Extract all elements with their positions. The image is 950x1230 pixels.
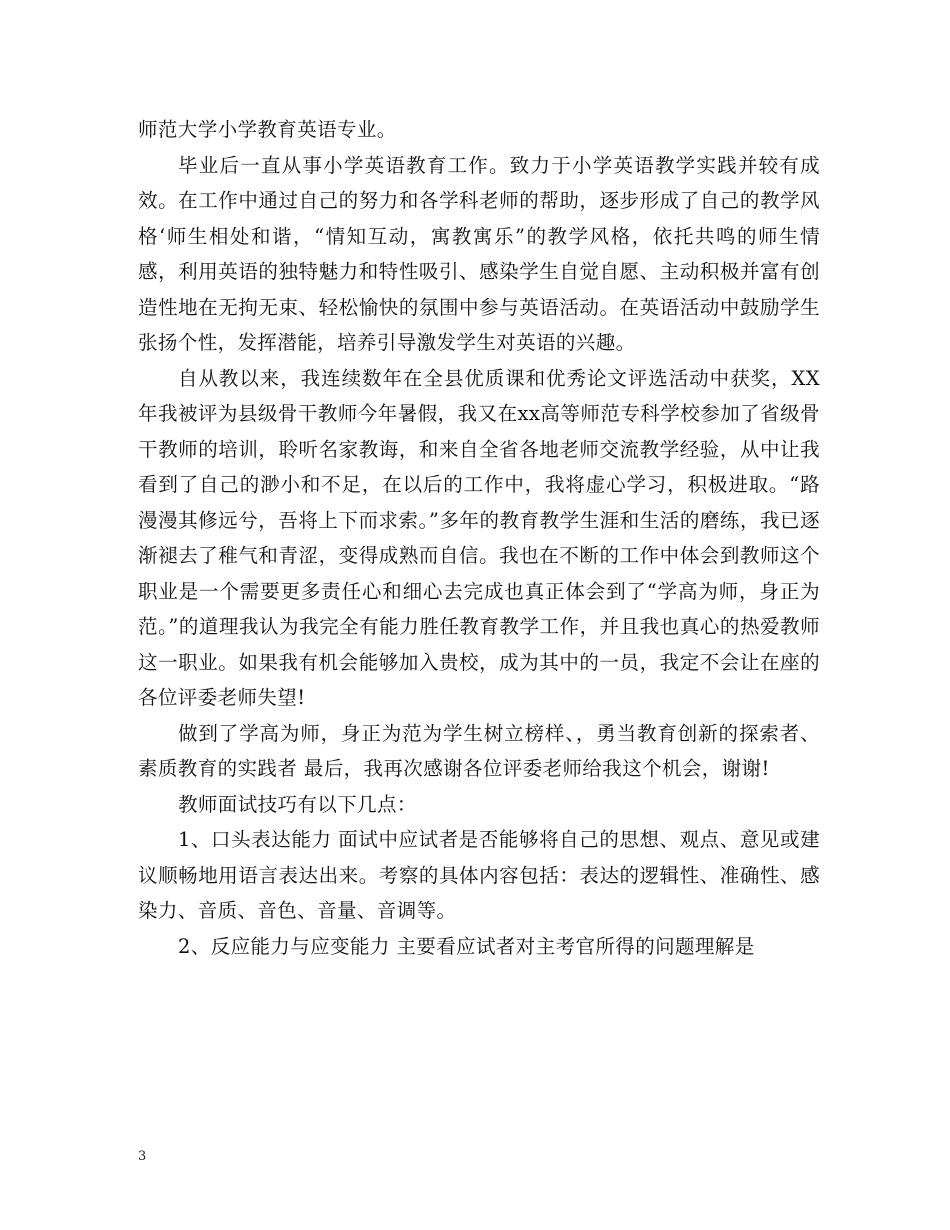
paragraph-tip-1: 1、口头表达能力 面试中应试者是否能够将自己的思想、观点、意见或建议顺畅地用语言表达出来。考察的具体内容包括：表达的逻辑性、准确性、感染力、音质、音色、音量、音调等。 <box>138 828 820 922</box>
paragraph-achievements: 自从教以来，我连续数年在全县优质课和优秀论文评选活动中获奖，XX年我被评为县级骨干教师今年暑假，我又在xx高等师范专科学校参加了省级骨干教师的培训，聆听名家教诲，和来自全省各地老师交流教学经验，从中让我看到了自己的渺小和不足，在以后的工作中，我将虚心学习，积极进取。“路漫漫其修远兮，吾将上下而求索。”多年的教育教学生涯和生活的磨练，我已逐渐褪去了稚气和青涩，变得成熟而自信。我也在不断的工作中体会到教师这个职业是一个需要更多责任心和细心去完成也真正体会到了“学高为师，身正为范。”的道理我认为我完全有能力胜任教育教学工作，并且我也真心的热爱教师这一职业。如果我有机会能够加入贵校，成为其中的一员，我定不会让在座的各位评委老师失望! <box>138 366 820 709</box>
paragraph-tips-heading: 教师面试技巧有以下几点： <box>178 792 417 816</box>
paragraph-closing: 做到了学高为师，身正为范为学生树立榜样、，勇当教育创新的探索者、素质教育的实践者 最后，我再次感谢各位评委老师给我这个机会，谢谢! <box>138 721 820 780</box>
page-number: 3 <box>138 1149 147 1164</box>
paragraph-continuation: 师范大学小学教育英语专业。 <box>138 118 397 141</box>
paragraph-tip-2: 2、反应能力与应变能力 主要看应试者对主考官所得的问题理解是 <box>178 934 755 958</box>
document-body <box>138 112 820 964</box>
paragraph-career: 毕业后一直从事小学英语教育工作。致力于小学英语教学实践并较有成效。在工作中通过自己的努力和各学科老师的帮助，逐步形成了自己的教学风格‘师生相处和谐，“情知互动，寓教寓乐”的教学风格，依托共鸣的师生情感，利用英语的独特魅力和特性吸引、感染学生自觉自愿、主动积极并富有创造性地在无拘无束、轻松愉快的氛围中参与英语活动。在英语活动中鼓励学生张扬个性，发挥潜能，培养引导激发学生对英语的兴趣。 <box>138 153 820 354</box>
